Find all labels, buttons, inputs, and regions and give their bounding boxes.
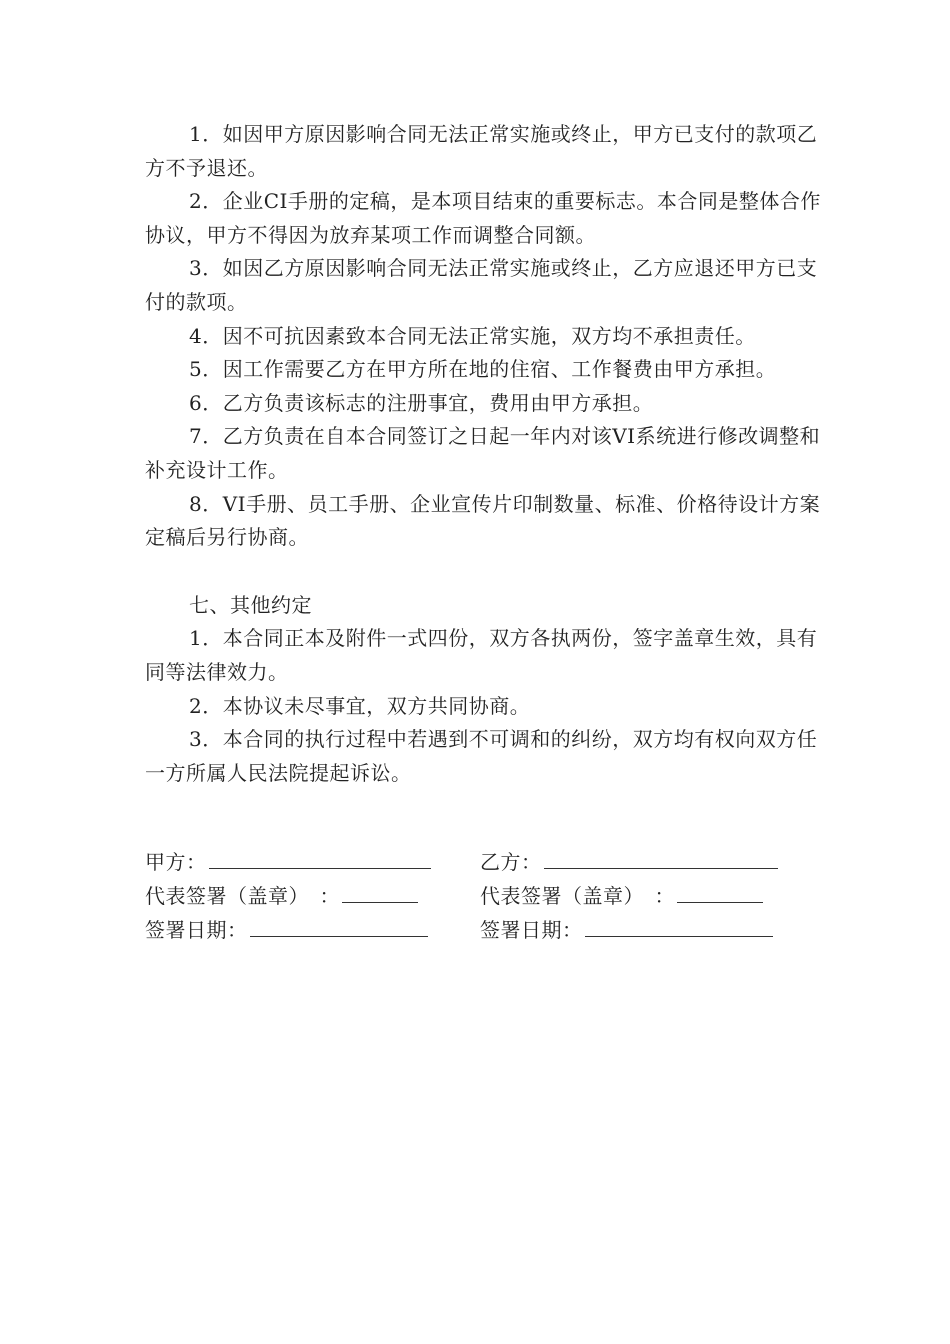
party-b-rep-line[interactable]	[677, 880, 763, 903]
party-a-rep-line[interactable]	[342, 880, 418, 903]
party-b-rep-field	[480, 879, 763, 913]
party-a-date-field	[145, 913, 428, 947]
clause-7-1: 1．本合同正本及附件一式四份，双方各执两份，签字盖章生效，具有同等法律效力。	[145, 626, 818, 684]
clause-7-2: 2．本协议未尽事宜，双方共同协商。	[189, 693, 531, 718]
signature-row-party	[145, 845, 825, 879]
party-a-label: 甲方：	[145, 850, 207, 874]
party-b-date-label: 签署日期：	[480, 918, 583, 942]
clause-6-7: 7．乙方负责在自本合同签订之日起一年内对该VI系统进行修改调整和补充设计工作。	[145, 424, 821, 482]
section-heading-other-terms: 七、其他约定	[189, 592, 312, 617]
party-a-date-line[interactable]	[250, 914, 428, 937]
party-b-date-line[interactable]	[585, 914, 773, 937]
signature-block	[145, 845, 825, 947]
party-b-date-field	[480, 913, 773, 947]
party-a-date-label: 签署日期：	[145, 918, 248, 942]
signature-row-date	[145, 913, 825, 947]
clause-6-5: 5．因工作需要乙方在甲方所在地的住宿、工作餐费由甲方承担。	[189, 357, 777, 382]
party-b-rep-label: 代表签署（盖章） ：	[480, 884, 675, 908]
contract-body	[145, 118, 825, 790]
party-b-signature-line[interactable]	[544, 846, 778, 869]
clause-6-4: 4．因不可抗因素致本合同无法正常实施，双方均不承担责任。	[189, 323, 756, 348]
signature-row-representative	[145, 879, 825, 913]
clause-6-6: 6．乙方负责该标志的注册事宜，费用由甲方承担。	[189, 390, 654, 415]
clause-7-3: 3．本合同的执行过程中若遇到不可调和的纠纷，双方均有权向双方任一方所属人民法院提起诉讼。	[145, 727, 818, 785]
party-a-rep-field	[145, 879, 418, 913]
party-a-rep-label: 代表签署（盖章） ：	[145, 884, 340, 908]
party-b-field	[480, 845, 778, 879]
clause-6-8: 8．VI手册、员工手册、企业宣传片印制数量、标准、价格待设计方案定稿后另行协商。	[145, 491, 821, 550]
party-a-field	[145, 845, 431, 879]
party-b-label: 乙方：	[480, 850, 542, 874]
clause-6-2: 2．企业CI手册的定稿，是本项目结束的重要标志。本合同是整体合作协议，甲方不得因为放弃某项工作而调整合同额。	[145, 189, 821, 247]
clause-6-1: 1．如因甲方原因影响合同无法正常实施或终止，甲方已支付的款项乙方不予退还。	[145, 122, 818, 180]
section-spacer	[145, 555, 825, 589]
clause-6-3: 3．如因乙方原因影响合同无法正常实施或终止，乙方应退还甲方已支付的款项。	[145, 256, 818, 314]
party-a-signature-line[interactable]	[209, 846, 431, 869]
